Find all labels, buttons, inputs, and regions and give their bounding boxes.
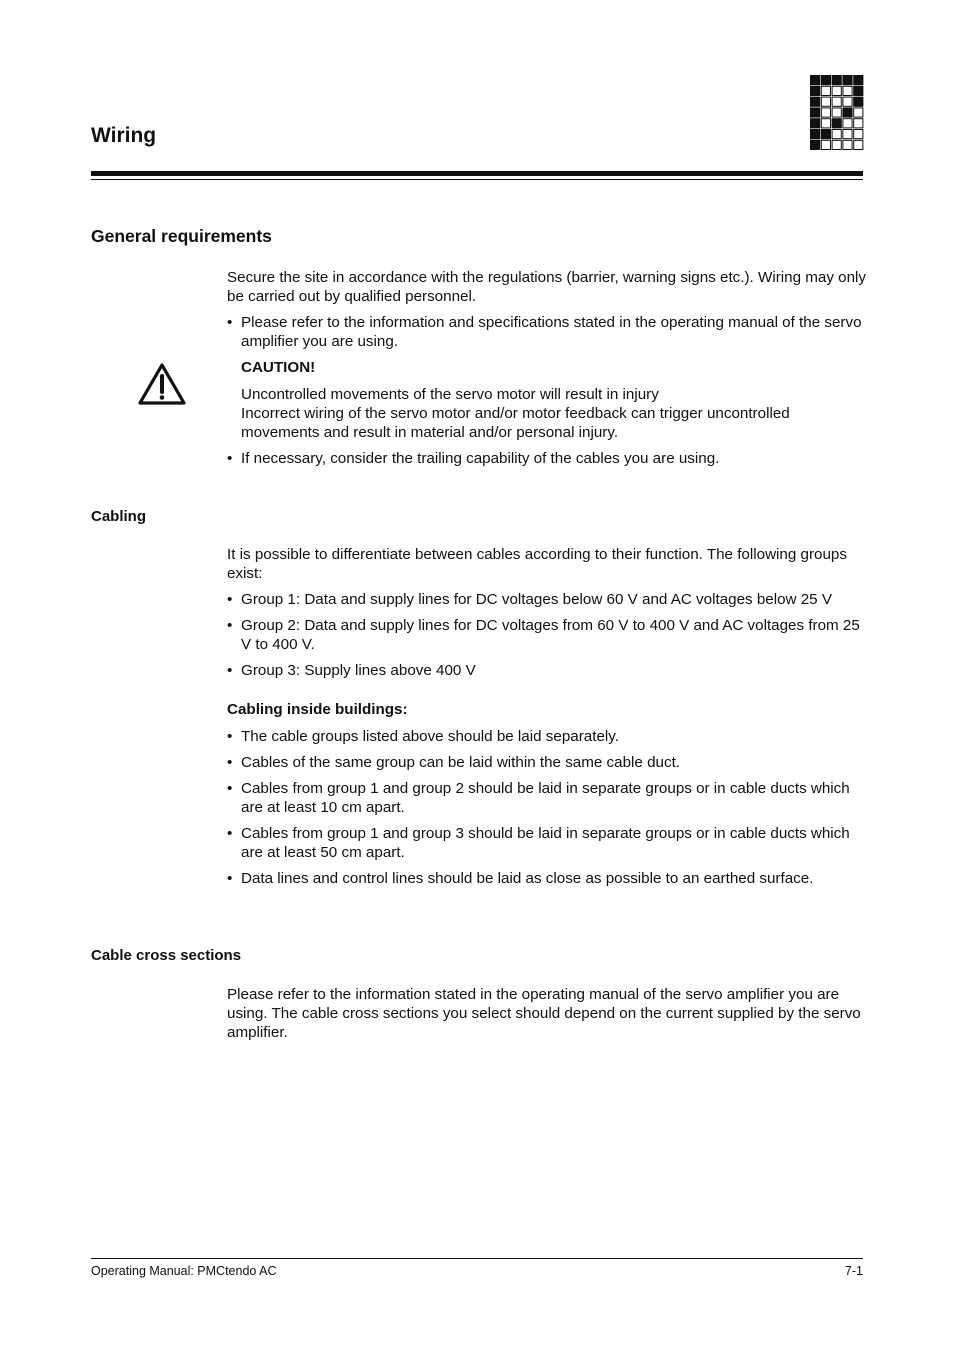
footer-manual-title: Operating Manual: PMCtendo AC	[91, 1264, 277, 1278]
subheading-inside-buildings: Cabling inside buildings:	[227, 701, 408, 718]
general-body	[227, 268, 867, 475]
warning-triangle-icon	[137, 362, 187, 406]
list-item	[227, 449, 867, 468]
general-bullet-2: If necessary, consider the trailing capability of the cables you are using.	[241, 450, 720, 467]
inside-item: Cables of the same group can be laid within the same cable duct.	[241, 754, 681, 771]
group-item: Group 2: Data and supply lines for DC voltages from 60 V to 400 V and AC voltages from 25 V to 400 V.	[241, 617, 860, 653]
caution-block	[227, 358, 867, 442]
cabling-body	[227, 545, 867, 895]
general-bullet-1: Please refer to the information and specifications stated in the operating manual of the servo amplifier you are using.	[241, 314, 862, 350]
bullet-icon: •	[227, 450, 233, 467]
list-item: • Group 3: Supply lines above 400 V	[227, 662, 476, 679]
list-item: • Group 1: Data and supply lines for DC voltages below 60 V and AC voltages below 25 V	[227, 591, 832, 608]
footer-rule	[91, 1258, 863, 1259]
bullet-icon: •	[227, 314, 233, 331]
list-item: • Group 2: Data and supply lines for DC voltages from 60 V to 400 V and AC voltages from 25 V to 400 V.	[227, 617, 860, 653]
inside-item: Cables from group 1 and group 3 should be laid in separate groups or in cable ducts which are at least 50 cm apart.	[241, 825, 850, 861]
cabling-intro: It is possible to differentiate between cables according to their function. The following groups exist:	[227, 546, 847, 582]
group-item: Group 1: Data and supply lines for DC voltages below 60 V and AC voltages below 25 V	[241, 591, 832, 608]
caution-line-2: Incorrect wiring of the servo motor and/or motor feedback can trigger uncontrolled movements and result in material and/or personal injury.	[241, 405, 790, 441]
cross-sections-text: Please refer to the information stated in the operating manual of the servo amplifier you are using. The cable cross sections you select should depend on the current supplied by the servo amplifier.	[227, 986, 861, 1041]
list-item: • Cables from group 1 and group 2 should be laid in separate groups or in cable ducts which are at least 10 cm apart.	[227, 780, 850, 816]
header-rule-thin	[91, 179, 863, 180]
list-item: • Cables of the same group can be laid within the same cable duct.	[227, 754, 681, 771]
footer-page-number: 7-1	[844, 1264, 863, 1278]
caution-title: CAUTION!	[241, 359, 316, 376]
list-item: • Data lines and control lines should be laid as close as possible to an earthed surface.	[227, 870, 814, 887]
inside-item: The cable groups listed above should be laid separately.	[241, 728, 619, 745]
inside-item: Cables from group 1 and group 2 should be laid in separate groups or in cable ducts which are at least 10 cm apart.	[241, 780, 850, 816]
list-item: • Cables from group 1 and group 3 should be laid in separate groups or in cable ducts which are at least 50 cm apart.	[227, 825, 850, 861]
section-heading-cross-sections: Cable cross sections	[91, 947, 242, 964]
section-heading-general: General requirements	[91, 226, 272, 246]
general-intro: Secure the site in accordance with the regulations (barrier, warning signs etc.). Wiring may only be carried out by qualified personnel.	[227, 269, 867, 305]
inside-item: Data lines and control lines should be laid as close as possible to an earthed surface.	[241, 870, 814, 887]
list-item	[227, 313, 867, 351]
caution-line-1: Uncontrolled movements of the servo motor will result in injury	[241, 386, 659, 403]
cross-sections-body	[227, 985, 867, 1049]
header-rule-thick	[91, 171, 863, 176]
list-item: • The cable groups listed above should be laid separately.	[227, 728, 619, 745]
group-item: Group 3: Supply lines above 400 V	[241, 662, 476, 679]
grid-logo-icon	[810, 75, 864, 151]
page-title: Wiring	[91, 124, 157, 147]
section-heading-cabling: Cabling	[91, 508, 146, 525]
